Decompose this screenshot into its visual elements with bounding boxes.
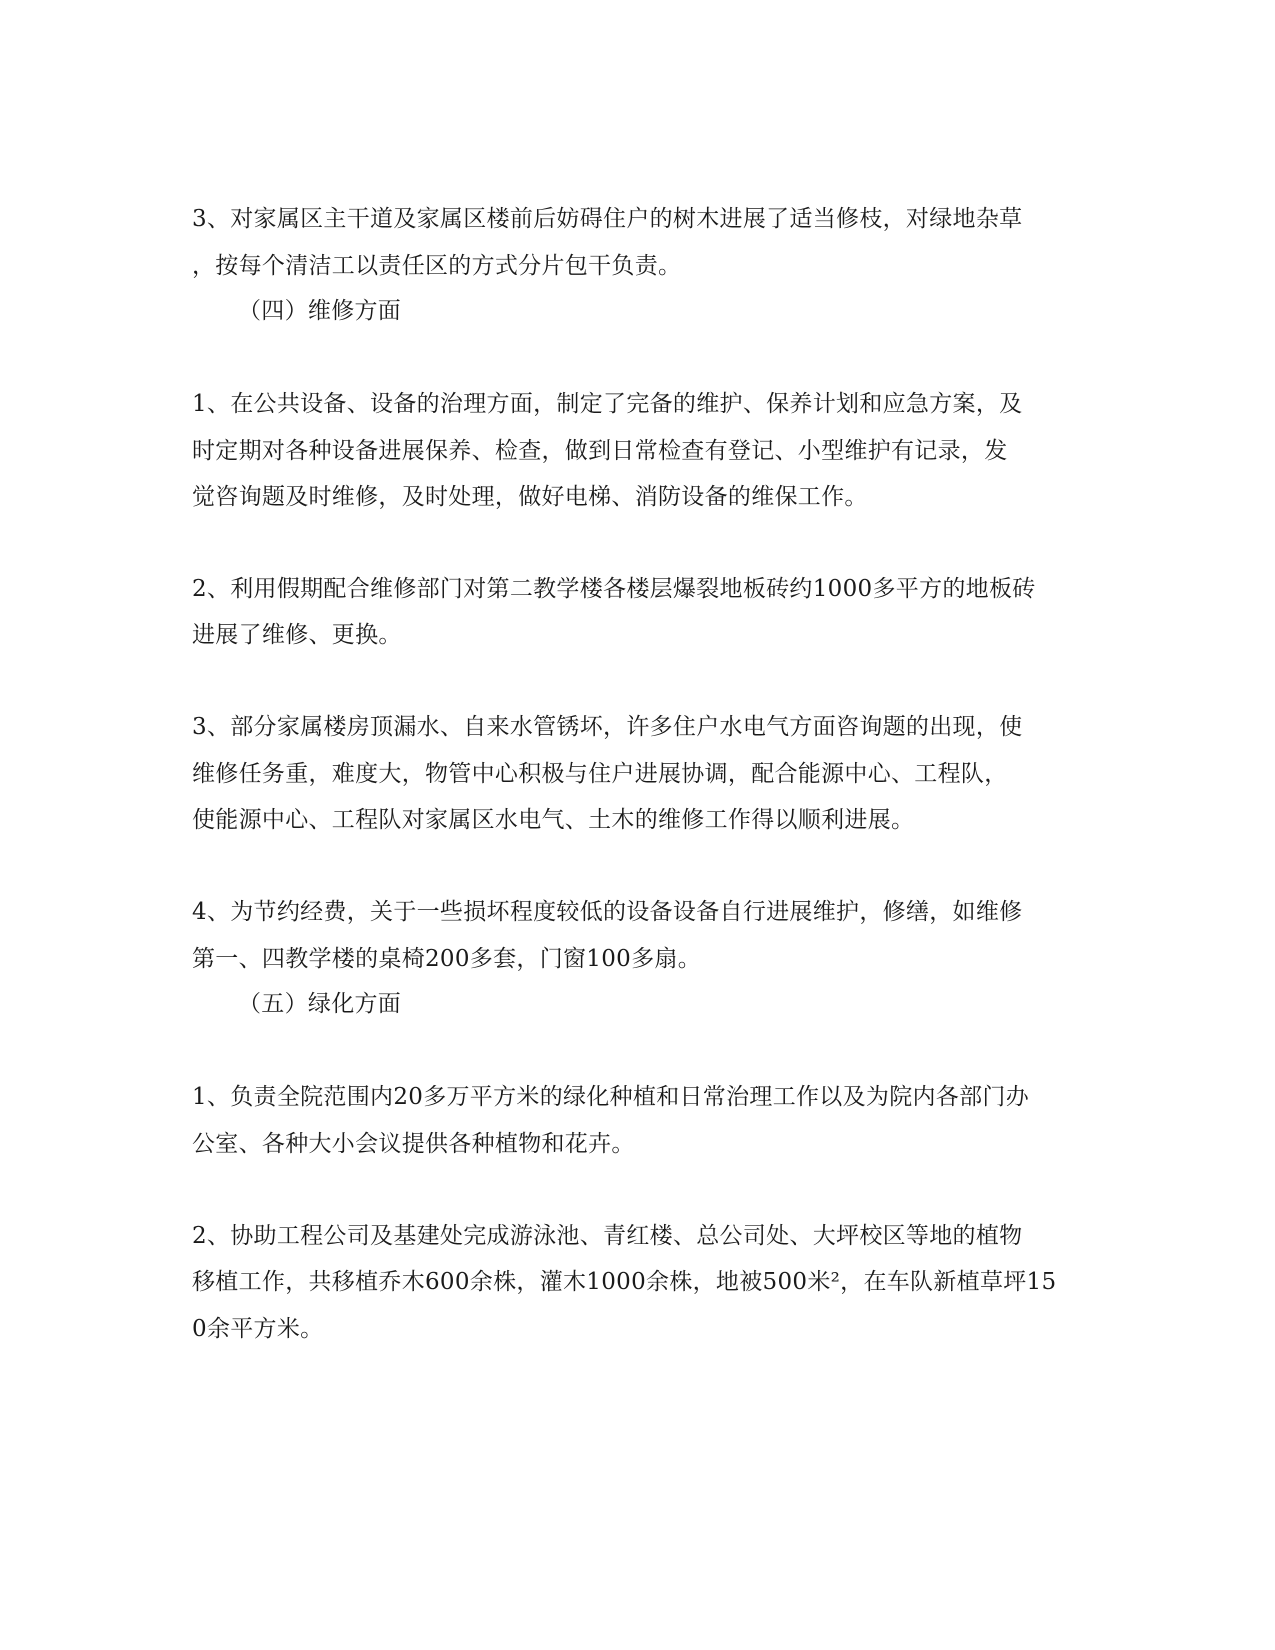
paragraph-line: 进展了维修、更换。 [192, 622, 402, 648]
paragraph-line: 公室、各种大小会议提供各种植物和花卉。 [192, 1131, 635, 1157]
paragraph-line: ，按每个清洁工以责任区的方式分片包干负责。 [192, 253, 682, 279]
paragraph-line: 1、负责全院范围内20多万平方米的绿化种植和日常治理工作以及为院内各部门办 [192, 1084, 1029, 1110]
paragraph-line: 3、部分家属楼房顶漏水、自来水管锈坏，许多住户水电气方面咨询题的出现，使 [192, 714, 1023, 740]
paragraph-line: 3、对家属区主干道及家属区楼前后妨碍住户的树木进展了适当修枝，对绿地杂草 [192, 206, 1023, 232]
paragraph-line: 2、利用假期配合维修部门对第二教学楼各楼层爆裂地板砖约1000多平方的地板砖 [192, 576, 1036, 602]
section-heading: （四）维修方面 [238, 298, 402, 324]
paragraph-line: 使能源中心、工程队对家属区水电气、土木的维修工作得以顺利进展。 [192, 807, 915, 833]
paragraph-line: 0余平方米。 [192, 1316, 324, 1342]
paragraph-line: 觉咨询题及时维修，及时处理，做好电梯、消防设备的维保工作。 [192, 484, 868, 510]
paragraph-line: 2、协助工程公司及基建处完成游泳池、青红楼、总公司处、大坪校区等地的植物 [192, 1223, 1023, 1249]
paragraph-line: 移植工作，共移植乔木600余株，灌木1000余株，地被500米²，在车队新植草坪15 [192, 1269, 1057, 1295]
paragraph-line: 时定期对各种设备进展保养、检查，做到日常检查有登记、小型维护有记录，发 [192, 438, 1008, 464]
paragraph-line: 1、在公共设备、设备的治理方面，制定了完备的维护、保养计划和应急方案，及 [192, 391, 1023, 417]
section-heading: （五）绿化方面 [238, 991, 402, 1017]
paragraph-line: 4、为节约经费，关于一些损坏程度较低的设备设备自行进展维护，修缮，如维修 [192, 899, 1023, 925]
paragraph-line: 维修任务重，难度大，物管中心积极与住户进展协调，配合能源中心、工程队， [192, 761, 1008, 787]
paragraph-line: 第一、四教学楼的桌椅200多套，门窗100多扇。 [192, 946, 701, 972]
